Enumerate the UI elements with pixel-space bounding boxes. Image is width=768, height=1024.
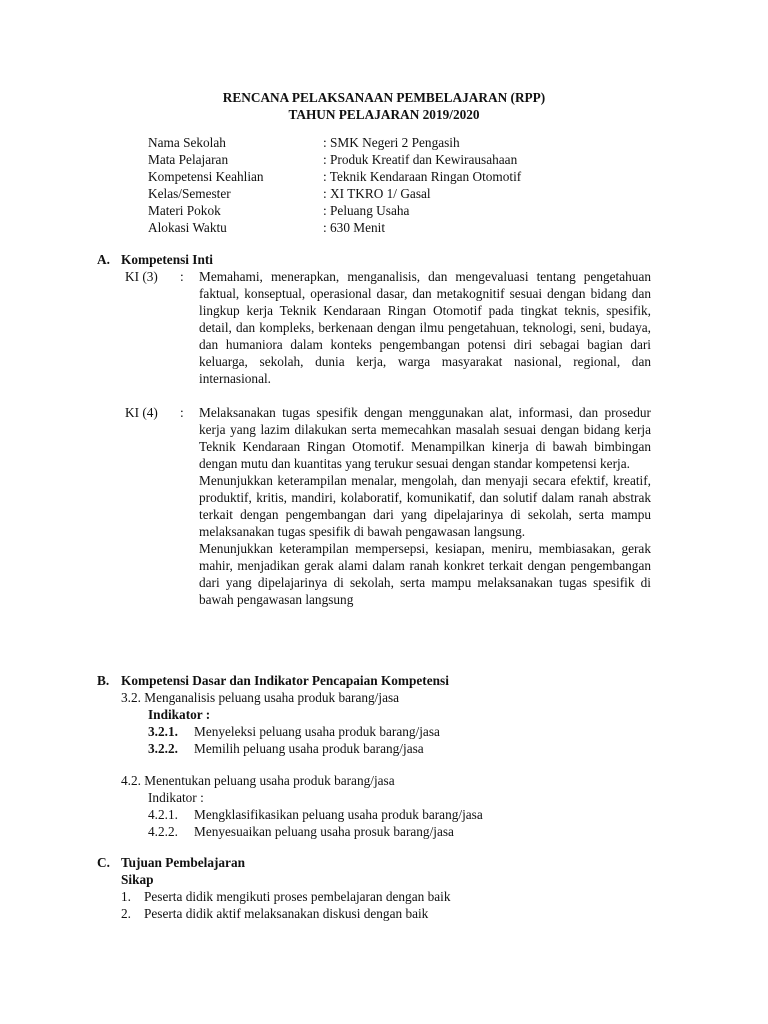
section-letter: C. — [97, 855, 110, 870]
ki-paragraph: Menunjukkan keterampilan mempersepsi, kesiapan, meniru, membiasakan, gerak mahir, menjadikan gerak alami dalam ranah konkret terkait dengan pengembangan dari yang dipelajarinya di sekolah, serta mampu melaksanakan tugas spesifik di bawah pengawasan langsung — [199, 541, 651, 607]
indicator-number: 4.2.1. — [148, 807, 178, 822]
kd-heading: 3.2. Menganalisis peluang usaha produk barang/jasa — [121, 690, 400, 705]
list-number: 1. — [121, 889, 131, 904]
list-item: Peserta didik mengikuti proses pembelajaran dengan baik — [144, 889, 451, 904]
subsection-title: Sikap — [121, 872, 154, 887]
identity-value: : XI TKRO 1/ Gasal — [323, 186, 431, 201]
identity-table — [148, 134, 521, 236]
identity-value: : 630 Menit — [323, 220, 386, 235]
identity-label: Nama Sekolah — [148, 135, 226, 150]
ki-paragraph: Memahami, menerapkan, menganalisis, dan mengevaluasi tentang pengetahuan faktual, konseptual, operasional dasar, dan metakognitif sesuai dengan bidang dan lingkup kerja Teknik Kendaraan Ringan Otomotif pada tingkat teknis, spesifik, detail, dan kompleks, berkenaan dengan ilmu pengetahuan, teknologi, seni, budaya, dan humaniora dalam konteks pengembangan potensi diri sebagai bagian dari keluarga, sekolah, dunia kerja, warga masyarakat nasional, regional, dan internasional. — [199, 269, 651, 386]
identity-label: Kompetensi Keahlian — [148, 169, 264, 184]
identity-value: : Produk Kreatif dan Kewirausahaan — [323, 152, 518, 167]
indicator-number: 3.2.1. — [148, 724, 178, 739]
ki-code: KI (3) — [125, 269, 158, 284]
section-letter: B. — [97, 673, 110, 688]
indicator-text: Menyesuaikan peluang usaha prosuk barang/jasa — [194, 824, 454, 839]
ki-code: KI (4) — [125, 405, 158, 420]
indicator-text: Memilih peluang usaha produk barang/jasa — [194, 741, 424, 756]
identity-label: Kelas/Semester — [148, 186, 231, 201]
ki-colon: : — [180, 405, 184, 420]
section-title: Kompetensi Inti — [121, 252, 213, 267]
document-subtitle: TAHUN PELAJARAN 2019/2020 — [288, 107, 480, 122]
indikator-label: Indikator : — [148, 707, 211, 722]
identity-row — [148, 151, 521, 168]
indicator-text: Menyeleksi peluang usaha produk barang/jasa — [194, 724, 440, 739]
indikator-label: Indikator : — [148, 790, 204, 805]
section-letter: A. — [97, 252, 110, 267]
identity-value: : SMK Negeri 2 Pengasih — [323, 135, 460, 150]
identity-row — [148, 202, 521, 219]
indicator-number: 3.2.2. — [148, 741, 178, 756]
ki-colon: : — [180, 269, 184, 284]
identity-row — [148, 168, 521, 185]
identity-label: Alokasi Waktu — [148, 220, 227, 235]
identity-row — [148, 134, 521, 151]
list-item: Peserta didik aktif melaksanakan diskusi dengan baik — [144, 906, 429, 921]
document-title: RENCANA PELAKSANAAN PEMBELAJARAN (RPP) — [222, 90, 546, 105]
indicator-number: 4.2.2. — [148, 824, 178, 839]
ki-paragraph: Menunjukkan keterampilan menalar, mengolah, dan menyaji secara efektif, kreatif, produktif, kritis, mandiri, kolaboratif, komunikatif, dan solutif dalam ranah abstrak terkait dengan pengembangan dari yang dipelajarinya di sekolah, serta mampu melaksanakan tugas spesifik di bawah pengawasan langsung. — [199, 473, 651, 539]
section-title: Tujuan Pembelajaran — [121, 855, 245, 870]
ki-text — [199, 268, 651, 387]
ki-paragraph: Melaksanakan tugas spesifik dengan menggunakan alat, informasi, dan prosedur kerja yang lazim dilakukan serta memecahkan masalah sesuai dengan bidang kerja Teknik Kendaraan Ringan Otomotif. Menampilkan kinerja di bawah bimbingan dengan mutu dan kuantitas yang terukur sesuai dengan standar kompetensi kerja. — [199, 405, 651, 471]
list-number: 2. — [121, 906, 131, 921]
indicator-text: Mengklasifikasikan peluang usaha produk barang/jasa — [194, 807, 483, 822]
ki-text — [199, 404, 651, 608]
kd-heading: 4.2. Menentukan peluang usaha produk barang/jasa — [121, 773, 395, 788]
identity-label: Mata Pelajaran — [148, 152, 229, 167]
identity-value: : Teknik Kendaraan Ringan Otomotif — [323, 169, 522, 184]
identity-row — [148, 219, 521, 236]
identity-value: : Peluang Usaha — [323, 203, 410, 218]
identity-row — [148, 185, 521, 202]
section-title: Kompetensi Dasar dan Indikator Pencapaian Kompetensi — [121, 673, 449, 688]
identity-label: Materi Pokok — [148, 203, 221, 218]
